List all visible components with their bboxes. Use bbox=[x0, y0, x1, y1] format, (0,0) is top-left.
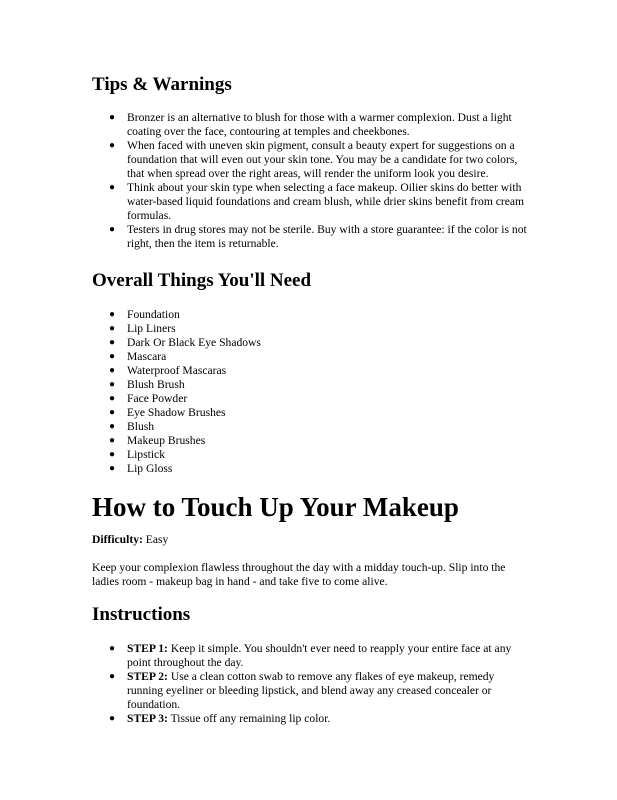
bullet-icon: ● bbox=[109, 421, 116, 432]
need-text: Makeup Brushes bbox=[127, 434, 206, 447]
needs-list bbox=[92, 308, 532, 476]
steps-list bbox=[92, 642, 532, 726]
step-label: STEP 1: bbox=[127, 642, 168, 655]
list-item bbox=[92, 308, 532, 322]
need-text: Face Powder bbox=[127, 392, 188, 405]
need-text: Blush Brush bbox=[127, 378, 185, 391]
step-label: STEP 3: bbox=[127, 712, 168, 725]
need-text: Lipstick bbox=[127, 448, 165, 461]
list-item bbox=[92, 392, 532, 406]
bullet-icon: ● bbox=[109, 671, 116, 682]
step-item bbox=[92, 670, 532, 712]
list-item bbox=[92, 406, 532, 420]
list-item bbox=[92, 364, 532, 378]
need-text: Eye Shadow Brushes bbox=[127, 406, 226, 419]
list-item bbox=[92, 420, 532, 434]
bullet-icon: ● bbox=[109, 713, 116, 724]
bullet-icon: ● bbox=[109, 351, 116, 362]
bullet-icon: ● bbox=[109, 449, 116, 460]
tips-list bbox=[92, 111, 532, 251]
list-item bbox=[92, 111, 532, 139]
bullet-icon: ● bbox=[109, 365, 116, 376]
difficulty-label: Difficulty: bbox=[92, 533, 143, 546]
bullet-icon: ● bbox=[109, 140, 116, 151]
list-item bbox=[92, 434, 532, 448]
bullet-icon: ● bbox=[109, 337, 116, 348]
list-item bbox=[92, 350, 532, 364]
bullet-icon: ● bbox=[109, 393, 116, 404]
bullet-icon: ● bbox=[109, 323, 116, 334]
needs-heading: Overall Things You'll Need bbox=[92, 270, 312, 291]
list-item bbox=[92, 448, 532, 462]
bullet-icon: ● bbox=[109, 379, 116, 390]
bullet-icon: ● bbox=[109, 224, 116, 235]
bullet-icon: ● bbox=[109, 309, 116, 320]
tip-text: Think about your skin type when selecting a face makeup. Oilier skins do better with water-based liquid foundations and cream blush, while drier skins benefit from cream formulas. bbox=[127, 181, 525, 222]
need-text: Blush bbox=[127, 420, 155, 433]
bullet-icon: ● bbox=[109, 182, 116, 193]
list-item bbox=[92, 462, 532, 476]
bullet-icon: ● bbox=[109, 643, 116, 654]
step-text: Use a clean cotton swab to remove any flakes of eye makeup, remedy running eyeliner or bleeding lipstick, and blend away any creased concealer or foundation. bbox=[127, 670, 495, 711]
list-item bbox=[92, 181, 532, 223]
step-label: STEP 2: bbox=[127, 670, 168, 683]
step-text: Tissue off any remaining lip color. bbox=[167, 712, 331, 725]
list-item bbox=[92, 322, 532, 336]
instructions-heading: Instructions bbox=[92, 604, 191, 625]
intro-paragraph: Keep your complexion flawless throughout the day with a midday touch-up. Slip into the ladies room - makeup bag in hand - and take five to come alive. bbox=[92, 561, 506, 588]
bullet-icon: ● bbox=[109, 407, 116, 418]
tip-text: When faced with uneven skin pigment, consult a beauty expert for suggestions on a foundation that will even out your skin tone. You may be a candidate for two colors, that when spread over the right areas, will render the uniform look you desire. bbox=[127, 139, 518, 180]
need-text: Foundation bbox=[127, 308, 180, 321]
bullet-icon: ● bbox=[109, 435, 116, 446]
list-item bbox=[92, 336, 532, 350]
need-text: Lip Liners bbox=[127, 322, 176, 335]
need-text: Dark Or Black Eye Shadows bbox=[127, 336, 261, 349]
step-item bbox=[92, 712, 532, 726]
list-item bbox=[92, 223, 532, 251]
list-item bbox=[92, 139, 532, 181]
page-title: How to Touch Up Your Makeup bbox=[92, 492, 459, 522]
list-item bbox=[92, 378, 532, 392]
difficulty-line bbox=[92, 533, 532, 547]
tips-heading: Tips & Warnings bbox=[92, 74, 232, 95]
tip-text: Bronzer is an alternative to blush for those with a warmer complexion. Dust a light coating over the face, contouring at temples and cheekbones. bbox=[127, 111, 512, 138]
bullet-icon: ● bbox=[109, 112, 116, 123]
document-page bbox=[92, 72, 532, 726]
difficulty-value: Easy bbox=[142, 533, 169, 546]
need-text: Waterproof Mascaras bbox=[127, 364, 227, 377]
step-item bbox=[92, 642, 532, 670]
tip-text: Testers in drug stores may not be sterile. Buy with a store guarantee: if the color is not right, then the item is returnable. bbox=[127, 223, 527, 250]
need-text: Lip Gloss bbox=[127, 462, 173, 475]
step-text: Keep it simple. You shouldn't ever need to reapply your entire face at any point throughout the day. bbox=[127, 642, 512, 669]
bullet-icon: ● bbox=[109, 463, 116, 474]
need-text: Mascara bbox=[127, 350, 167, 363]
